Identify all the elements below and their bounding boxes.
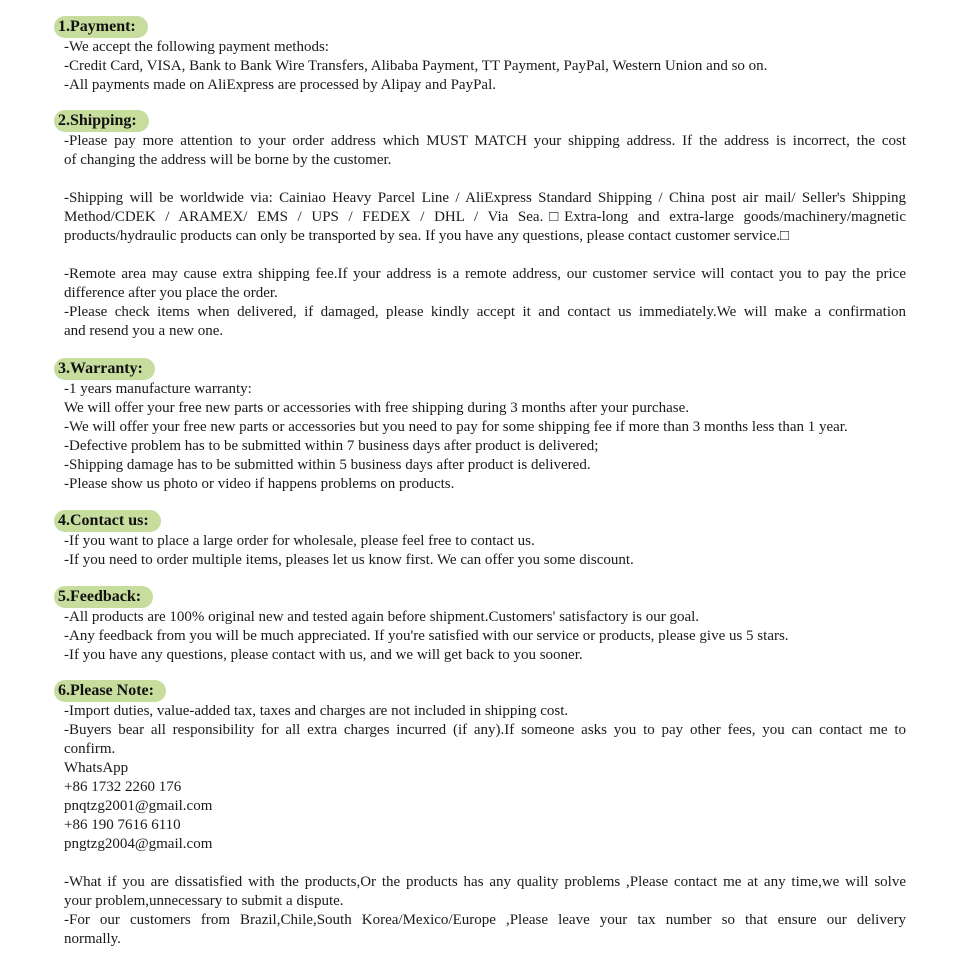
- shipping-line: difference after you place the order.: [64, 285, 278, 301]
- paragraph-gap: [64, 854, 906, 873]
- payment-heading: 1.Payment:: [54, 16, 148, 38]
- whatsapp-label: WhatsApp: [64, 760, 129, 776]
- note-line: -What if you are dissatisfied with the products,Or the products has any quality problems ,Please contact me at any time,we will solve: [64, 874, 906, 890]
- shipping-heading: 2.Shipping:: [54, 110, 149, 132]
- section-feedback: [58, 586, 906, 665]
- note-line: your problem,unnecessary to submit a dispute.: [64, 893, 344, 909]
- paragraph-gap: [64, 170, 906, 189]
- shipping-line: products/hydraulic products can only be transported by sea. If you have any questions, please contact customer service.□: [64, 228, 790, 244]
- note-line: confirm.: [64, 741, 116, 757]
- shipping-line: -Please check items when delivered, if damaged, please kindly accept it and contact us immediately.We will make a confirmation: [64, 304, 906, 320]
- feedback-line: -Any feedback from you will be much appreciated. If you're satisfied with our service or products, please give us 5 stars.: [64, 628, 789, 644]
- shipping-line: -Please pay more attention to your order address which MUST MATCH your shipping address. If the address is incorrect, the cost: [64, 133, 906, 149]
- note-line: normally.: [64, 931, 121, 947]
- warranty-line: -1 years manufacture warranty:: [64, 381, 252, 397]
- section-warranty: [58, 358, 906, 494]
- warranty-line: -Please show us photo or video if happens problems on products.: [64, 476, 455, 492]
- payment-line: -We accept the following payment methods:: [64, 39, 329, 55]
- shipping-line: and resend you a new one.: [64, 323, 224, 339]
- note-heading: 6.Please Note:: [54, 680, 166, 702]
- shipping-line: -Shipping will be worldwide via: Cainiao Heavy Parcel Line / AliExpress Standard Shipping / China post air mail/ Seller's Shipping: [64, 190, 906, 206]
- feedback-line: -All products are 100% original new and tested again before shipment.Customers' satisfactory is our goal.: [64, 609, 700, 625]
- paragraph-gap: [64, 246, 906, 265]
- email-address: pngtzg2004@gmail.com: [64, 836, 213, 852]
- note-line: -Buyers bear all responsibility for all extra charges incurred (if any).If someone asks you to pay other fees, you can contact me to: [64, 722, 906, 738]
- warranty-line: We will offer your free new parts or accessories with free shipping during 3 months after your purchase.: [64, 400, 689, 416]
- warranty-line: -Shipping damage has to be submitted within 5 business days after product is delivered.: [64, 457, 591, 473]
- feedback-heading: 5.Feedback:: [54, 586, 153, 608]
- contact-line: -If you want to place a large order for wholesale, please feel free to contact us.: [64, 533, 535, 549]
- phone-number: +86 190 7616 6110: [64, 817, 181, 833]
- note-line: -For our customers from Brazil,Chile,South Korea/Mexico/Europe ,Please leave your tax number so that ensure our delivery: [64, 912, 906, 928]
- section-contact: [58, 510, 906, 570]
- shipping-line: Method/CDEK / ARAMEX/ EMS / UPS / FEDEX / DHL / Via Sea.□Extra-long and extra-large goods/machinery/magnetic: [64, 209, 906, 225]
- section-please-note: [58, 680, 906, 949]
- section-payment: [58, 16, 906, 95]
- payment-line: -Credit Card, VISA, Bank to Bank Wire Transfers, Alibaba Payment, TT Payment, PayPal, Western Union and so on.: [64, 58, 768, 74]
- warranty-line: -Defective problem has to be submitted within 7 business days after product is delivered;: [64, 438, 599, 454]
- contact-heading: 4.Contact us:: [54, 510, 161, 532]
- warranty-heading: 3.Warranty:: [54, 358, 155, 380]
- payment-line: -All payments made on AliExpress are processed by Alipay and PayPal.: [64, 77, 496, 93]
- note-line: -Import duties, value-added tax, taxes and charges are not included in shipping cost.: [64, 703, 569, 719]
- warranty-line: -We will offer your free new parts or accessories but you need to pay for some shipping fee if more than 3 months less than 1 year.: [64, 419, 848, 435]
- section-shipping: [58, 110, 906, 341]
- feedback-line: -If you have any questions, please contact with us, and we will get back to you sooner.: [64, 647, 583, 663]
- phone-number: +86 1732 2260 176: [64, 779, 182, 795]
- shipping-line: -Remote area may cause extra shipping fee.If your address is a remote address, our customer service will contact you to pay the price: [64, 266, 906, 282]
- contact-line: -If you need to order multiple items, pleases let us know first. We can offer you some discount.: [64, 552, 634, 568]
- email-address: pnqtzg2001@gmail.com: [64, 798, 213, 814]
- shipping-line: of changing the address will be borne by the customer.: [64, 152, 392, 168]
